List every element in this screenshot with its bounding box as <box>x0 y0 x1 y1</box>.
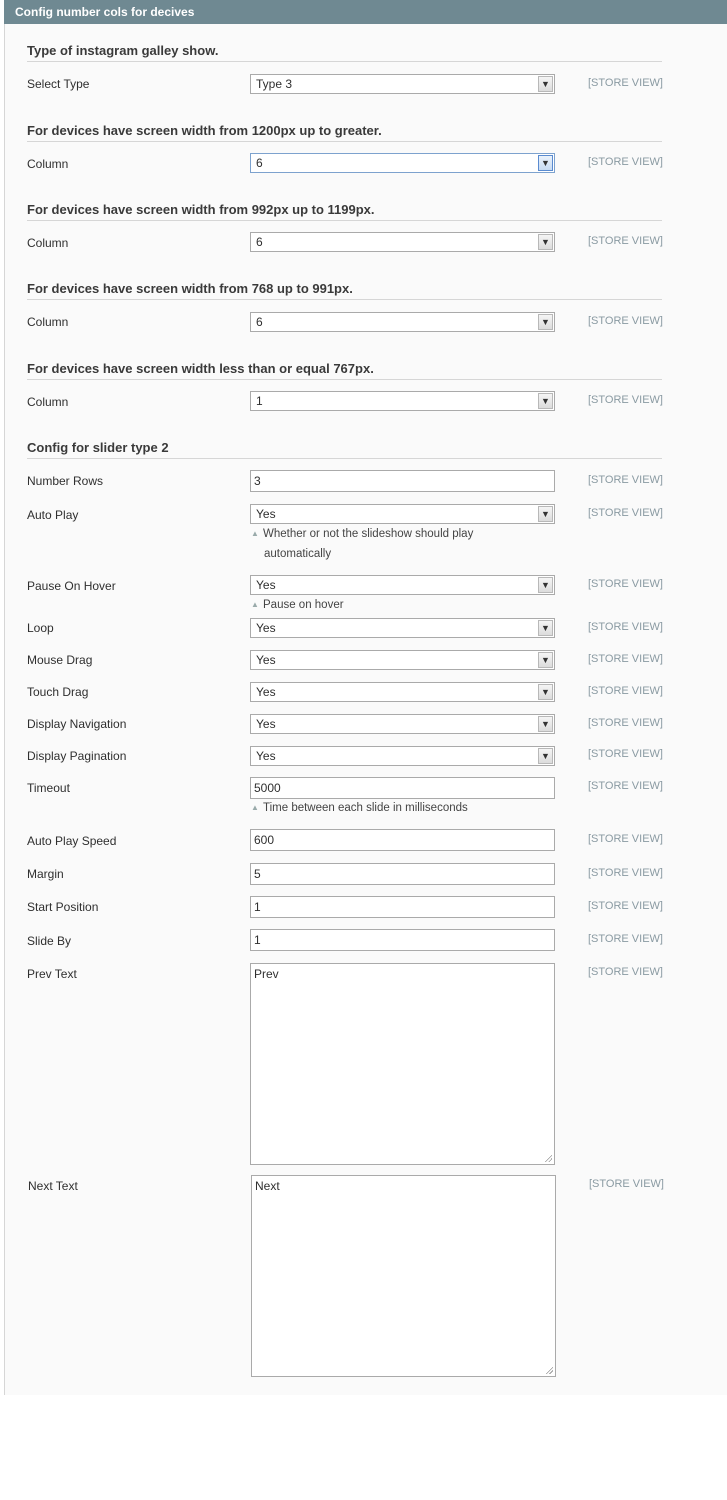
scope-label: [STORE VIEW] <box>588 653 663 665</box>
next-text-label: Next Text <box>28 1179 78 1193</box>
section-title-1200: For devices have screen width from 1200px up to greater. <box>27 123 662 142</box>
auto-play-speed-label: Auto Play Speed <box>27 834 117 848</box>
scope-label: [STORE VIEW] <box>588 394 663 406</box>
loop-dropdown[interactable] <box>250 618 555 638</box>
scope-label: [STORE VIEW] <box>588 578 663 590</box>
next-text-value: Next <box>255 1179 280 1193</box>
scope-label: [STORE VIEW] <box>589 1178 664 1190</box>
column-767-dropdown[interactable] <box>250 391 555 411</box>
scope-label: [STORE VIEW] <box>588 315 663 327</box>
prev-text-label: Prev Text <box>27 967 77 981</box>
auto-play-speed-input[interactable]: 600 <box>250 829 555 851</box>
auto-play-note <box>251 524 551 564</box>
column-992-value: 6 <box>256 235 263 249</box>
margin-label: Margin <box>27 867 64 881</box>
chevron-down-icon[interactable]: ▼ <box>538 652 553 668</box>
chevron-down-icon[interactable]: ▼ <box>538 314 553 330</box>
scope-label: [STORE VIEW] <box>588 717 663 729</box>
section-title-768: For devices have screen width from 768 up to 991px. <box>27 281 662 300</box>
scope-label: [STORE VIEW] <box>588 77 663 89</box>
display-pagination-label: Display Pagination <box>27 749 127 763</box>
chevron-down-icon[interactable]: ▼ <box>538 76 553 92</box>
scope-label: [STORE VIEW] <box>588 833 663 845</box>
resize-grip-icon[interactable] <box>544 1154 552 1162</box>
triangle-up-icon: ▲ <box>251 803 259 812</box>
chevron-down-icon[interactable]: ▼ <box>538 716 553 732</box>
number-rows-label: Number Rows <box>27 474 104 488</box>
fieldset-header[interactable]: Config number cols for decives <box>4 0 727 24</box>
auto-play-label: Auto Play <box>27 508 79 522</box>
loop-label: Loop <box>27 621 54 635</box>
pause-on-hover-note-text: Pause on hover <box>263 599 344 611</box>
scope-label: [STORE VIEW] <box>588 780 663 792</box>
chevron-down-icon[interactable]: ▼ <box>538 234 553 250</box>
slide-by-input[interactable]: 1 <box>250 929 555 951</box>
section-title-gallery-type: Type of instagram galley show. <box>27 43 662 62</box>
column-1200-value: 6 <box>256 156 263 170</box>
pause-on-hover-value: Yes <box>256 578 276 592</box>
mouse-drag-dropdown[interactable] <box>250 650 555 670</box>
scope-label: [STORE VIEW] <box>588 900 663 912</box>
scope-label: [STORE VIEW] <box>588 235 663 247</box>
section-title-slider: Config for slider type 2 <box>27 440 662 459</box>
scope-label: [STORE VIEW] <box>588 474 663 486</box>
column-768-dropdown[interactable] <box>250 312 555 332</box>
timeout-note-text: Time between each slide in milliseconds <box>263 802 468 814</box>
auto-play-note-line1: Whether or not the slideshow should play <box>263 528 474 540</box>
column-767-value: 1 <box>256 394 263 408</box>
display-navigation-dropdown[interactable] <box>250 714 555 734</box>
scope-label: [STORE VIEW] <box>588 933 663 945</box>
column-label: Column <box>27 395 69 409</box>
touch-drag-dropdown[interactable] <box>250 682 555 702</box>
chevron-down-icon[interactable]: ▼ <box>538 748 553 764</box>
column-label: Column <box>27 315 69 329</box>
chevron-down-icon[interactable]: ▼ <box>538 506 553 522</box>
timeout-label: Timeout <box>27 781 70 795</box>
pause-on-hover-dropdown[interactable] <box>250 575 555 595</box>
chevron-down-icon[interactable]: ▼ <box>538 155 553 171</box>
auto-play-note-line2: automatically <box>264 548 332 560</box>
column-992-dropdown[interactable] <box>250 232 555 252</box>
auto-play-dropdown[interactable] <box>250 504 555 524</box>
mouse-drag-label: Mouse Drag <box>27 653 93 667</box>
select-type-label: Select Type <box>27 77 90 91</box>
slide-by-label: Slide By <box>27 934 72 948</box>
section-title-767: For devices have screen width less than or equal 767px. <box>27 361 662 380</box>
triangle-up-icon: ▲ <box>251 529 259 538</box>
select-type-value: Type 3 <box>256 77 293 91</box>
chevron-down-icon[interactable]: ▼ <box>538 577 553 593</box>
column-label: Column <box>27 157 69 171</box>
scope-label: [STORE VIEW] <box>588 156 663 168</box>
scope-label: [STORE VIEW] <box>588 966 663 978</box>
start-position-input[interactable]: 1 <box>250 896 555 918</box>
prev-text-value: Prev <box>254 967 279 981</box>
select-type-dropdown[interactable] <box>250 74 555 94</box>
scope-label: [STORE VIEW] <box>588 748 663 760</box>
display-pagination-value: Yes <box>256 749 276 763</box>
chevron-down-icon[interactable]: ▼ <box>538 393 553 409</box>
prev-text-textarea[interactable] <box>250 963 555 1165</box>
chevron-down-icon[interactable]: ▼ <box>538 684 553 700</box>
display-navigation-value: Yes <box>256 717 276 731</box>
touch-drag-label: Touch Drag <box>27 685 89 699</box>
auto-play-value: Yes <box>256 507 276 521</box>
display-navigation-label: Display Navigation <box>27 717 127 731</box>
column-label: Column <box>27 236 69 250</box>
scope-label: [STORE VIEW] <box>588 867 663 879</box>
scope-label: [STORE VIEW] <box>588 621 663 633</box>
number-rows-input[interactable]: 3 <box>250 470 555 492</box>
next-text-textarea[interactable] <box>251 1175 556 1377</box>
timeout-input[interactable]: 5000 <box>250 777 555 799</box>
chevron-down-icon[interactable]: ▼ <box>538 620 553 636</box>
resize-grip-icon[interactable] <box>545 1366 553 1374</box>
timeout-note <box>251 798 551 818</box>
loop-value: Yes <box>256 621 276 635</box>
section-title-992: For devices have screen width from 992px up to 1199px. <box>27 202 662 221</box>
display-pagination-dropdown[interactable] <box>250 746 555 766</box>
start-position-label: Start Position <box>27 900 99 914</box>
scope-label: [STORE VIEW] <box>588 507 663 519</box>
scope-label: [STORE VIEW] <box>588 685 663 697</box>
mouse-drag-value: Yes <box>256 653 276 667</box>
touch-drag-value: Yes <box>256 685 276 699</box>
column-768-value: 6 <box>256 315 263 329</box>
margin-input[interactable]: 5 <box>250 863 555 885</box>
triangle-up-icon: ▲ <box>251 600 259 609</box>
column-1200-dropdown[interactable] <box>250 153 555 173</box>
pause-on-hover-note <box>251 595 551 615</box>
pause-on-hover-label: Pause On Hover <box>27 579 116 593</box>
